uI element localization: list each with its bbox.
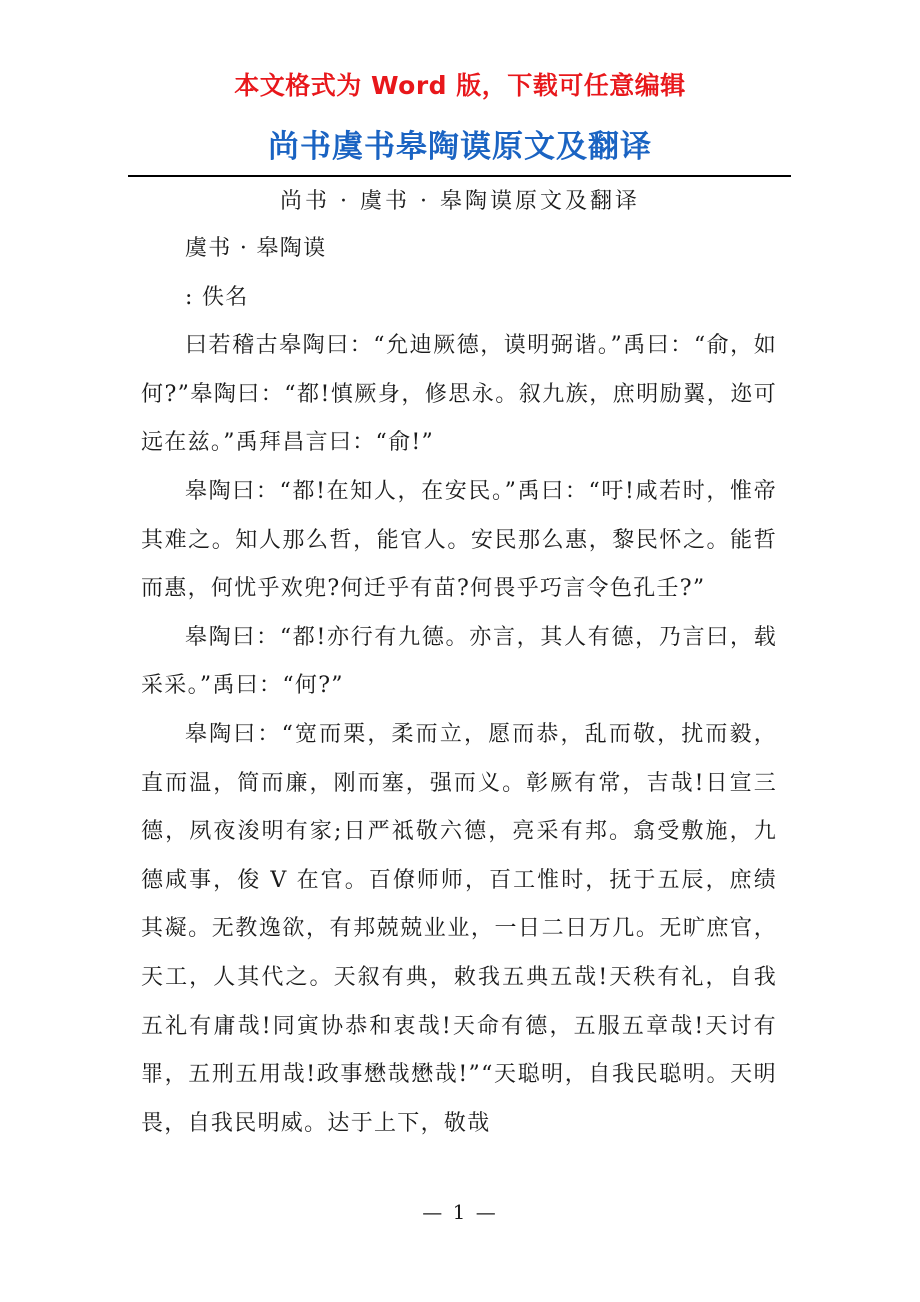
format-notice-banner: 本文格式为 Word 版，下载可任意编辑: [234, 71, 686, 100]
body-paragraph: 皋陶曰：“都!亦行有九德。亦言，其人有德，乃言曰，载采采。”禹曰：“何?”: [141, 624, 777, 699]
title-divider: [128, 175, 791, 177]
document-body: [141, 225, 777, 1148]
section-heading: 虞书 · 皋陶谟: [185, 236, 327, 261]
body-paragraph: 皋陶曰：“宽而栗，柔而立，愿而恭，乱而敬，扰而毅，直而温，简而廉，刚而塞，强而义。彰厥有常，吉哉!日宣三德，夙夜浚明有家;日严祗敬六德，亮采有邦。翕受敷施，九德咸事，俊 V 在官。百僚师师，百工惟时，抚于五辰，庶绩其凝。无教逸欲，有邦兢兢业业，一日二日万几。无旷庶官，天工，人其代之。天叙有典，敕我五典五哉!天秩有礼，自我五礼有庸哉!同寅协恭和衷哉!天命有德，五服五章哉!天讨有罪，五刑五用哉!政事懋哉懋哉!”“天聪明，自我民聪明。天明畏，自我民明威。达于上下，敬哉: [141, 721, 777, 1136]
page-number: — 1 —: [422, 1200, 498, 1224]
author-line: : 佚名: [185, 284, 249, 310]
body-paragraph: 皋陶曰：“都!在知人，在安民。”禹曰：“吁!咸若时，惟帝其难之。知人那么哲，能官人。安民那么惠，黎民怀之。能哲而惠，何忧乎欢兜?何迁乎有苗?何畏乎巧言令色孔壬?”: [141, 478, 777, 602]
body-paragraph: 曰若稽古皋陶曰：“允迪厥德，谟明弼谐。”禹曰：“俞，如何?”皋陶曰：“都!慎厥身，修思永。叙九族，庶明励翼，迩可远在兹。”禹拜昌言曰：“俞!”: [141, 333, 777, 456]
document-subtitle: 尚书 · 虞书 · 皋陶谟原文及翻译: [280, 189, 640, 214]
document-title: 尚书虞书皋陶谟原文及翻译: [268, 129, 652, 165]
